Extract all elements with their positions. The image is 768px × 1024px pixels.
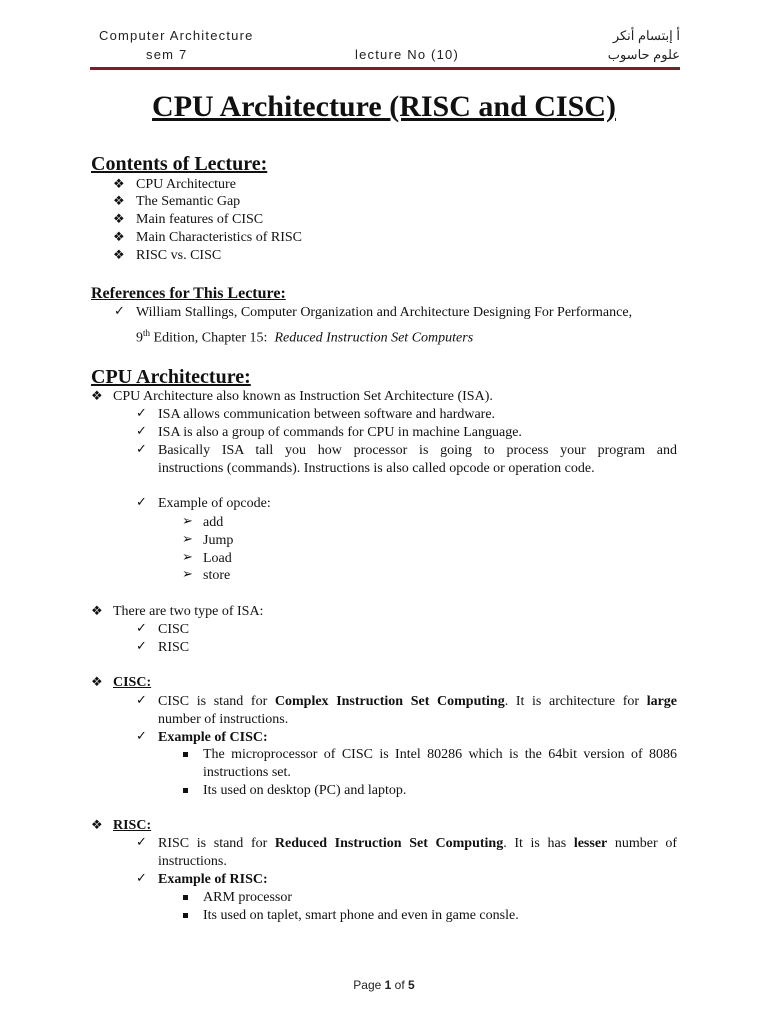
cisc-def-text: . It is architecture for bbox=[504, 694, 647, 709]
course-name: Computer Architecture bbox=[99, 28, 254, 43]
checkmark-icon: ✓ bbox=[136, 621, 147, 636]
opcode-item: add bbox=[203, 515, 224, 530]
isa-point-3-line-2: instructions (commands). Instructions is also called opcode or operation code. bbox=[158, 461, 595, 476]
risc-def-text: number of bbox=[607, 836, 677, 851]
risc-def-text: . It is has bbox=[503, 836, 574, 851]
diamond-bullet-icon: ❖ bbox=[91, 389, 103, 404]
current-page: 1 bbox=[384, 978, 392, 992]
instructor-name: أ إبتسام أنكر bbox=[612, 28, 680, 43]
risc-heading: RISC: bbox=[113, 818, 152, 833]
checkmark-icon: ✓ bbox=[114, 304, 125, 319]
square-bullet-icon bbox=[183, 895, 188, 900]
arrowhead-bullet-icon: ➢ bbox=[182, 514, 193, 529]
cpu-arch-intro: CPU Architecture also known as Instruction Set Architecture (ISA). bbox=[113, 389, 493, 404]
page-title: CPU Architecture (RISC and CISC) bbox=[152, 90, 616, 123]
header-rule bbox=[90, 67, 680, 70]
contents-item: RISC vs. CISC bbox=[136, 248, 222, 263]
diamond-bullet-icon: ❖ bbox=[113, 194, 125, 209]
risc-definition-line-1 bbox=[158, 835, 677, 853]
isa-types-intro: There are two type of ISA: bbox=[113, 604, 264, 619]
opcode-example-label: Example of opcode: bbox=[158, 496, 271, 511]
diamond-bullet-icon: ❖ bbox=[113, 177, 125, 192]
cisc-example-1-line-2: instructions set. bbox=[203, 765, 291, 780]
risc-example-label: Example of RISC: bbox=[158, 872, 268, 887]
edition-text: Edition, Chapter 15: bbox=[150, 330, 275, 346]
cisc-full-name: Complex Instruction Set Computing bbox=[274, 694, 505, 709]
checkmark-icon: ✓ bbox=[136, 693, 147, 708]
checkmark-icon: ✓ bbox=[136, 639, 147, 654]
page-word: Page bbox=[353, 978, 385, 992]
risc-lesser-word: lesser bbox=[573, 836, 608, 851]
risc-definition-line-2: instructions. bbox=[158, 854, 227, 869]
diamond-bullet-icon: ❖ bbox=[91, 675, 103, 690]
checkmark-icon: ✓ bbox=[136, 406, 147, 421]
cisc-definition-line-1 bbox=[158, 693, 677, 711]
lecture-number: lecture No (10) bbox=[355, 47, 459, 62]
cisc-example-label: Example of CISC: bbox=[158, 730, 268, 745]
checkmark-icon: ✓ bbox=[136, 871, 147, 886]
cisc-example-2: Its used on desktop (PC) and laptop. bbox=[203, 783, 407, 798]
square-bullet-icon bbox=[183, 788, 188, 793]
cisc-definition-line-2: number of instructions. bbox=[158, 712, 289, 727]
contents-heading: Contents of Lecture: bbox=[91, 153, 268, 175]
risc-def-text: RISC is stand for bbox=[158, 836, 275, 851]
checkmark-icon: ✓ bbox=[136, 835, 147, 850]
contents-item: CPU Architecture bbox=[136, 177, 236, 192]
reference-line-1: William Stallings, Computer Organization and Architecture Designing For Performance, bbox=[136, 305, 633, 320]
book-title: Reduced Instruction Set Computers bbox=[274, 330, 474, 346]
opcode-item: Jump bbox=[203, 533, 234, 548]
diamond-bullet-icon: ❖ bbox=[91, 818, 103, 833]
isa-type: CISC bbox=[158, 622, 190, 637]
diamond-bullet-icon: ❖ bbox=[113, 212, 125, 227]
isa-point: ISA allows communication between software and hardware. bbox=[158, 407, 496, 422]
diamond-bullet-icon: ❖ bbox=[113, 230, 125, 245]
checkmark-icon: ✓ bbox=[136, 729, 147, 744]
cisc-def-text: CISC is stand for bbox=[158, 694, 275, 709]
opcode-item: store bbox=[203, 568, 231, 583]
contents-item: The Semantic Gap bbox=[136, 194, 241, 209]
cisc-large-word: large bbox=[646, 694, 678, 709]
arrowhead-bullet-icon: ➢ bbox=[182, 567, 193, 582]
references-heading: References for This Lecture: bbox=[91, 285, 286, 302]
square-bullet-icon bbox=[183, 913, 188, 918]
risc-example-2: Its used on taplet, smart phone and even in game consle. bbox=[203, 908, 519, 923]
opcode-item: Load bbox=[203, 551, 232, 566]
reference-line-2 bbox=[136, 324, 473, 348]
arrowhead-bullet-icon: ➢ bbox=[182, 550, 193, 565]
square-bullet-icon bbox=[183, 752, 188, 757]
department-name: علوم حاسوب bbox=[607, 47, 680, 62]
cisc-heading: CISC: bbox=[113, 675, 152, 690]
diamond-bullet-icon: ❖ bbox=[113, 248, 125, 263]
cisc-example-1-line-1: The microprocessor of CISC is Intel 80286 which is the 64bit version of 8086 bbox=[203, 747, 677, 762]
edition-suffix: th bbox=[143, 328, 151, 338]
checkmark-icon: ✓ bbox=[136, 495, 147, 510]
isa-type: RISC bbox=[158, 640, 190, 655]
checkmark-icon: ✓ bbox=[136, 424, 147, 439]
isa-point-3-line-1: Basically ISA tall you how processor is going to process your program and bbox=[158, 443, 677, 458]
diamond-bullet-icon: ❖ bbox=[91, 604, 103, 619]
semester: sem 7 bbox=[146, 47, 188, 62]
risc-full-name: Reduced Instruction Set Computing bbox=[274, 836, 504, 851]
total-pages: 5 bbox=[408, 978, 415, 992]
risc-example-1: ARM processor bbox=[203, 890, 293, 905]
isa-point: ISA is also a group of commands for CPU in machine Language. bbox=[158, 425, 522, 440]
checkmark-icon: ✓ bbox=[136, 442, 147, 457]
page-number-footer bbox=[0, 978, 768, 992]
arrowhead-bullet-icon: ➢ bbox=[182, 532, 193, 547]
contents-item: Main features of CISC bbox=[136, 212, 264, 227]
contents-item: Main Characteristics of RISC bbox=[136, 230, 303, 245]
cpu-architecture-heading: CPU Architecture: bbox=[91, 366, 251, 388]
edition-number: 9 bbox=[136, 330, 143, 346]
of-word: of bbox=[391, 978, 409, 992]
